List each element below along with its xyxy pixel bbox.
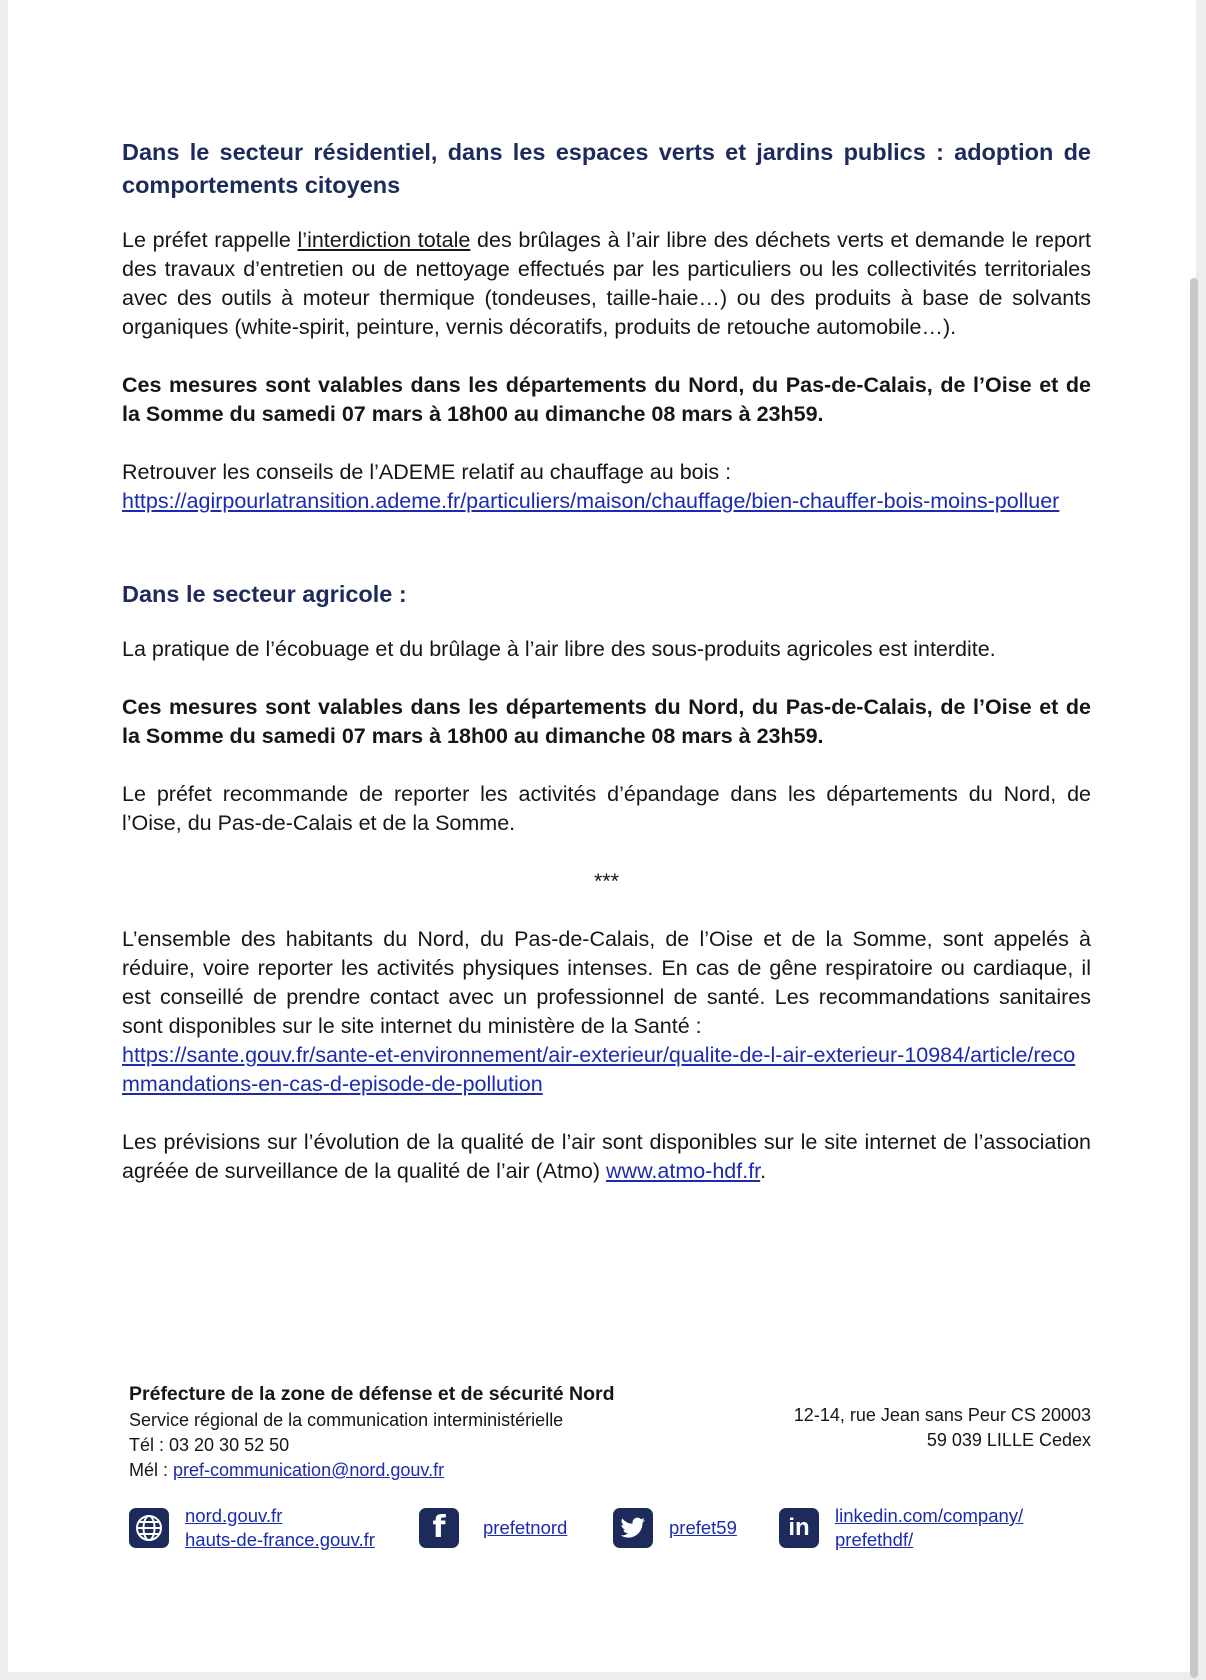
text-run: des brûlages à l’air libre des déchets verts et demande le report des travaux d’entretien ou de nettoyage effectués par les particuliers ou les collectivités territoriales avec des outils à moteur thermique (tondeuses, taille-haie…) ou des produits à base de solvants organiques (white-spirit, peinture, vernis décoratifs, produits de retouche automobile…). xyxy=(122,228,1091,339)
scrollbar[interactable] xyxy=(1190,278,1198,1678)
facebook-link[interactable]: prefetnord xyxy=(483,1517,568,1538)
footer-phone: Tél : 03 20 30 52 50 xyxy=(129,1435,290,1455)
text-run: Les prévisions sur l’évolution de la qualité de l’air sont disponibles sur le site internet de l’association agréée de surveillance de la qualité de l’air (Atmo) xyxy=(122,1130,1091,1183)
twitter-link[interactable]: prefet59 xyxy=(669,1517,737,1538)
health-link-line xyxy=(122,1041,1091,1099)
health-paragraph: L’ensemble des habitants du Nord, du Pas-de-Calais, de l’Oise et de la Somme, sont appelés à réduire, voire reporter les activités physiques intenses. En cas de gêne respiratoire ou cardiaque, il est conseillé de prendre contact avec un professionnel de santé. Les recommandations sanitaires sont disponibles sur le site internet du ministère de la Santé : xyxy=(122,927,1091,1038)
facebook-icon[interactable]: f xyxy=(419,1508,459,1548)
document-page xyxy=(8,0,1196,1672)
footer-mail-line xyxy=(129,1458,1091,1483)
twitter-item xyxy=(613,1508,737,1548)
social-links xyxy=(129,1504,1091,1560)
measures-paragraph-residential: Ces mesures sont valables dans les départements du Nord, du Pas-de-Calais, de l’Oise et de la Somme du samedi 07 mars à 18h00 au dimanche 08 mars à 23h59. xyxy=(122,373,1091,426)
mail-link[interactable]: pref-communication@nord.gouv.fr xyxy=(173,1460,445,1480)
ademe-link[interactable]: https://agirpourlatransition.ademe.fr/particuliers/maison/chauffage/bien-chauffer-bois-moins-polluer xyxy=(122,489,1060,513)
ademe-link-line xyxy=(122,487,1091,516)
linkedin-icon[interactable]: in xyxy=(779,1508,819,1548)
linkedin-link-line-1[interactable]: linkedin.com/company/ xyxy=(835,1505,1024,1526)
agricultural-paragraph: La pratique de l’écobuage et du brûlage à l’air libre des sous-produits agricoles est interdite. xyxy=(122,637,996,661)
text-run: . xyxy=(760,1159,767,1183)
linkedin-link-line-2[interactable]: prefethdf/ xyxy=(835,1529,914,1550)
web-links xyxy=(185,1504,375,1552)
measures-paragraph-agricultural: Ces mesures sont valables dans les départements du Nord, du Pas-de-Calais, de l’Oise et de la Somme du samedi 07 mars à 18h00 au dimanche 08 mars à 23h59. xyxy=(122,695,1091,748)
twitter-icon[interactable] xyxy=(613,1508,653,1548)
hdf-gouv-link[interactable]: hauts-de-france.gouv.fr xyxy=(185,1529,375,1550)
globe-icon xyxy=(129,1508,169,1548)
section-heading-agricultural: Dans le secteur agricole : xyxy=(122,581,407,607)
footer-service: Service régional de la communication interministérielle xyxy=(129,1410,564,1430)
footer xyxy=(129,1381,1091,1483)
ademe-text: Retrouver les conseils de l’ADEME relatif au chauffage au bois : xyxy=(122,460,732,484)
residential-paragraph xyxy=(122,226,1091,342)
nord-gouv-link[interactable]: nord.gouv.fr xyxy=(185,1505,283,1526)
document-content xyxy=(122,136,1091,1186)
atmo-link[interactable]: www.atmo-hdf.fr xyxy=(606,1159,761,1183)
address-line-2: 59 039 LILLE Cedex xyxy=(926,1430,1091,1450)
separator-stars: *** xyxy=(593,869,620,893)
web-item xyxy=(129,1504,375,1552)
mail-label: Mél : xyxy=(129,1460,174,1480)
spreading-paragraph: Le préfet recommande de reporter les activités d’épandage dans les départements du Nord, de l’Oise, du Pas-de-Calais et de la Somme. xyxy=(122,782,1091,835)
forecast-paragraph xyxy=(122,1128,1091,1186)
health-link[interactable]: https://sante.gouv.fr/sante-et-environnement/air-exterieur/qualite-de-l-air-exterieur-10984/article/recommandations-en-cas-d-episode-de-pollution xyxy=(122,1043,1076,1096)
facebook-item xyxy=(419,1508,567,1548)
footer-address xyxy=(794,1403,1091,1453)
linkedin-item xyxy=(779,1504,1023,1552)
text-run: Le préfet rappelle xyxy=(122,228,298,252)
linkedin-links xyxy=(835,1504,1023,1552)
section-heading-residential: Dans le secteur résidentiel, dans les espaces verts et jardins publics : adoption de comportements citoyens xyxy=(122,139,1091,198)
address-line-1: 12-14, rue Jean sans Peur CS 20003 xyxy=(793,1405,1091,1425)
footer-org: Préfecture de la zone de défense et de sécurité Nord xyxy=(129,1383,615,1405)
interdiction-link[interactable]: l’interdiction totale xyxy=(297,228,471,252)
